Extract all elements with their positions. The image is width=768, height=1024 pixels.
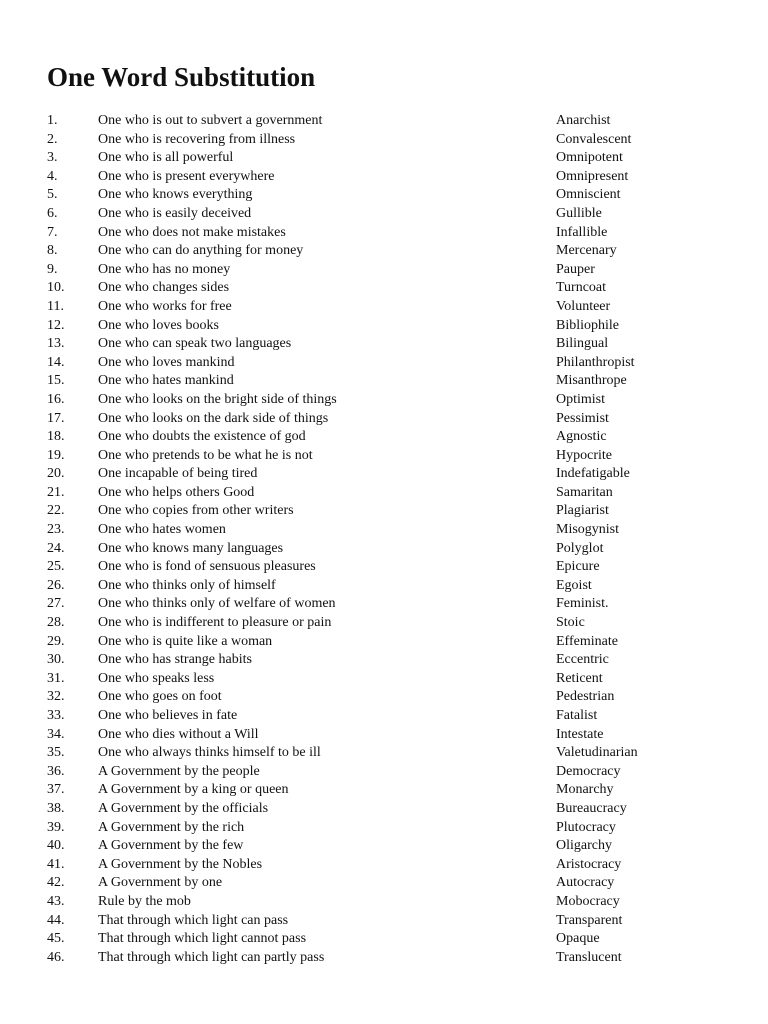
list-item [0, 837, 768, 856]
item-description: One who hates women [98, 522, 226, 538]
item-number: 3. [47, 150, 58, 166]
list-item [0, 168, 768, 187]
item-description: One who is indifferent to pleasure or pain [98, 615, 332, 631]
item-description: One who is easily deceived [98, 205, 252, 221]
list-item [0, 502, 768, 521]
list-item [0, 688, 768, 707]
item-number: 39. [47, 819, 65, 835]
item-word: Epicure [556, 559, 600, 575]
list-item [0, 410, 768, 429]
list-item [0, 670, 768, 689]
item-number: 7. [47, 224, 58, 240]
item-number: 20. [47, 466, 65, 482]
item-description: That through which light can partly pass [98, 949, 325, 965]
item-description: That through which light cannot pass [98, 931, 307, 947]
item-word: Intestate [556, 726, 604, 742]
item-number: 45. [47, 931, 65, 947]
item-number: 4. [47, 168, 58, 184]
item-number: 24. [47, 540, 65, 556]
item-description: A Government by the people [98, 763, 260, 779]
item-number: 32. [47, 689, 65, 705]
item-description: One who has no money [98, 261, 231, 277]
item-number: 5. [47, 187, 58, 203]
item-number: 11. [47, 298, 64, 314]
item-number: 33. [47, 708, 65, 723]
item-description: One who is present everywhere [98, 168, 275, 184]
list-item [0, 874, 768, 893]
item-description: One who pretends to be what he is not [98, 447, 313, 463]
item-description: One who does not make mistakes [98, 224, 286, 240]
item-word: Pessimist [556, 410, 609, 426]
item-description: One who believes in fate [98, 708, 238, 723]
item-description: One who always thinks himself to be ill [98, 745, 321, 761]
item-description: One who has strange habits [98, 652, 252, 668]
item-number: 35. [47, 745, 65, 761]
item-description: One who is quite like a woman [98, 633, 273, 649]
item-number: 17. [47, 410, 65, 426]
item-word: Samaritan [556, 484, 613, 500]
list-item [0, 149, 768, 168]
item-description: One who hates mankind [98, 373, 234, 389]
item-word: Reticent [556, 670, 603, 686]
item-word: Bibliophile [556, 317, 619, 333]
item-word: Mercenary [556, 243, 617, 259]
item-description: One who goes on foot [98, 689, 222, 705]
list-item [0, 447, 768, 466]
item-description: One who is all powerful [98, 150, 234, 166]
item-word: Omniscient [556, 187, 621, 203]
item-word: Fatalist [556, 708, 598, 723]
list-item [0, 540, 768, 559]
list-item [0, 800, 768, 819]
item-description: A Government by one [98, 875, 223, 891]
list-item [0, 633, 768, 652]
item-word: Philanthropist [556, 354, 635, 370]
item-description: One who dies without a Will [98, 726, 259, 742]
list-item [0, 484, 768, 503]
item-number: 10. [47, 280, 65, 296]
item-description: One who can speak two languages [98, 336, 292, 352]
item-number: 41. [47, 856, 65, 872]
substitution-list [0, 112, 768, 967]
item-word: Polyglot [556, 540, 604, 556]
list-item [0, 242, 768, 261]
item-description: One who knows everything [98, 187, 253, 203]
list-item [0, 354, 768, 373]
item-word: Misanthrope [556, 373, 627, 389]
item-word: Monarchy [556, 782, 614, 798]
item-description: One who speaks less [98, 670, 215, 686]
item-description: One who changes sides [98, 280, 230, 296]
item-number: 19. [47, 447, 65, 463]
item-number: 21. [47, 484, 65, 500]
item-word: Misogynist [556, 522, 620, 538]
item-word: Volunteer [556, 298, 611, 314]
item-description: One who is fond of sensuous pleasures [98, 559, 316, 575]
item-number: 12. [47, 317, 65, 333]
item-description: One who helps others Good [98, 484, 255, 500]
item-number: 14. [47, 354, 65, 370]
list-item [0, 391, 768, 410]
item-description: One who loves mankind [98, 354, 235, 370]
item-number: 34. [47, 726, 65, 742]
item-description: A Government by a king or queen [98, 782, 289, 798]
item-description: A Government by the officials [98, 800, 269, 816]
list-item [0, 521, 768, 540]
list-item [0, 781, 768, 800]
item-word: Pauper [556, 261, 595, 277]
item-description: One who loves books [98, 317, 219, 333]
item-description: One incapable of being tired [98, 466, 258, 482]
item-number: 36. [47, 763, 65, 779]
list-item [0, 279, 768, 298]
item-word: Mobocracy [556, 893, 620, 909]
item-word: Transparent [556, 912, 623, 928]
item-word: Translucent [556, 949, 622, 965]
item-word: Turncoat [556, 280, 607, 296]
item-description: One who looks on the dark side of things [98, 410, 329, 426]
list-item [0, 577, 768, 596]
item-word: Hypocrite [556, 447, 612, 463]
item-description: Rule by the mob [98, 893, 191, 909]
item-number: 30. [47, 652, 65, 668]
item-word: Plutocracy [556, 819, 616, 835]
item-number: 9. [47, 261, 58, 277]
list-item [0, 186, 768, 205]
item-number: 18. [47, 429, 65, 445]
list-item [0, 112, 768, 131]
item-description: One who can do anything for money [98, 243, 304, 259]
item-number: 26. [47, 577, 65, 593]
item-number: 38. [47, 800, 65, 816]
item-word: Democracy [556, 763, 621, 779]
list-item [0, 131, 768, 150]
list-item [0, 744, 768, 763]
item-description: One who copies from other writers [98, 503, 294, 519]
item-description: A Government by the few [98, 838, 244, 854]
list-item [0, 763, 768, 782]
list-item [0, 205, 768, 224]
list-item [0, 912, 768, 931]
item-number: 8. [47, 243, 58, 259]
item-number: 15. [47, 373, 65, 389]
item-number: 2. [47, 131, 58, 147]
list-item [0, 651, 768, 670]
item-description: One who works for free [98, 298, 232, 314]
item-word: Omnipresent [556, 168, 629, 184]
item-description: That through which light can pass [98, 912, 289, 928]
item-number: 46. [47, 949, 65, 965]
item-word: Plagiarist [556, 503, 609, 519]
item-description: One who is recovering from illness [98, 131, 296, 147]
list-item [0, 335, 768, 354]
item-description: A Government by the Nobles [98, 856, 263, 872]
item-number: 23. [47, 522, 65, 538]
list-item [0, 317, 768, 336]
item-number: 31. [47, 670, 65, 686]
item-word: Omnipotent [556, 150, 623, 166]
item-number: 43. [47, 893, 65, 909]
item-word: Indefatigable [556, 466, 630, 482]
item-word: Bilingual [556, 336, 609, 352]
item-number: 44. [47, 912, 65, 928]
item-word: Convalescent [556, 131, 632, 147]
item-number: 6. [47, 205, 58, 221]
item-word: Feminist. [556, 596, 609, 612]
list-item [0, 261, 768, 280]
item-number: 27. [47, 596, 65, 612]
item-word: Effeminate [556, 633, 618, 649]
item-number: 16. [47, 391, 65, 407]
list-item [0, 428, 768, 447]
list-item [0, 614, 768, 633]
item-number: 42. [47, 875, 65, 891]
item-description: One who knows many languages [98, 540, 284, 556]
list-item [0, 856, 768, 875]
list-item [0, 372, 768, 391]
item-word: Agnostic [556, 429, 607, 445]
item-word: Infallible [556, 224, 608, 240]
item-word: Stoic [556, 615, 585, 631]
item-description: One who doubts the existence of god [98, 429, 306, 445]
list-item [0, 595, 768, 614]
item-description: One who thinks only of welfare of women [98, 596, 336, 612]
item-number: 22. [47, 503, 65, 519]
list-item [0, 224, 768, 243]
item-description: A Government by the rich [98, 819, 245, 835]
item-word: Valetudinarian [556, 745, 638, 761]
item-word: Anarchist [556, 113, 611, 128]
item-word: Eccentric [556, 652, 609, 668]
item-number: 13. [47, 336, 65, 352]
item-word: Aristocracy [556, 856, 622, 872]
item-word: Gullible [556, 205, 602, 221]
item-description: One who thinks only of himself [98, 577, 276, 593]
list-item [0, 707, 768, 726]
item-number: 1. [47, 113, 58, 128]
list-item [0, 298, 768, 317]
list-item [0, 726, 768, 745]
item-word: Pedestrian [556, 689, 615, 705]
item-word: Egoist [556, 577, 592, 593]
item-number: 28. [47, 615, 65, 631]
item-description: One who looks on the bright side of things [98, 391, 337, 407]
item-word: Autocracy [556, 875, 615, 891]
item-number: 37. [47, 782, 65, 798]
item-number: 25. [47, 559, 65, 575]
list-item [0, 930, 768, 949]
list-item [0, 465, 768, 484]
item-word: Oligarchy [556, 838, 612, 854]
list-item [0, 949, 768, 968]
page-title: One Word Substitution [47, 62, 316, 92]
item-number: 29. [47, 633, 65, 649]
item-description: One who is out to subvert a government [98, 113, 323, 128]
list-item [0, 893, 768, 912]
item-word: Opaque [556, 931, 600, 947]
item-number: 40. [47, 838, 65, 854]
list-item [0, 558, 768, 577]
list-item [0, 819, 768, 838]
item-word: Bureaucracy [556, 800, 627, 816]
item-word: Optimist [556, 391, 606, 407]
